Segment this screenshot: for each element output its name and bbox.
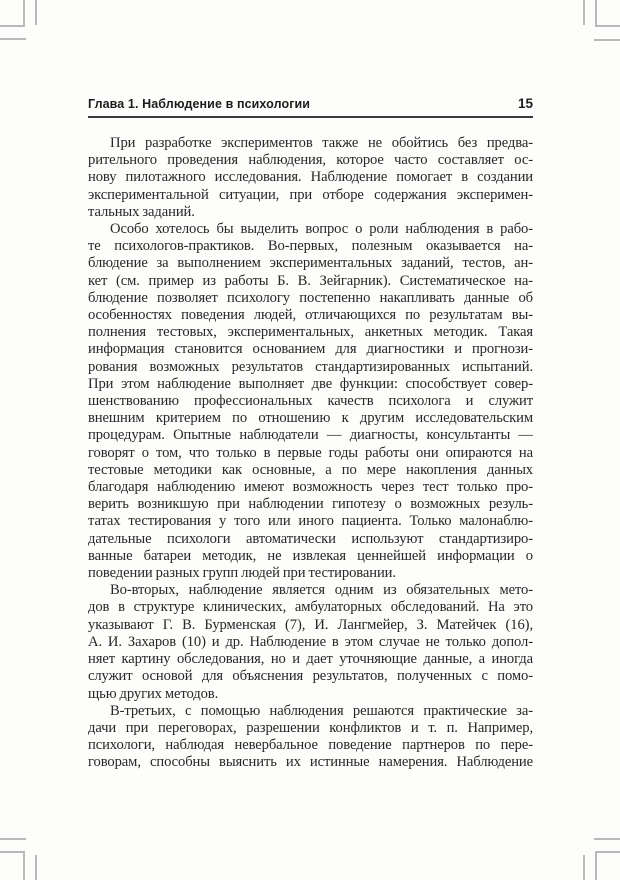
text-line: блюдение за выполнением экспериментальных заданий, тестов, ан-: [88, 255, 533, 272]
text-line: няет картину обследования, но и дает уточняющие данные, а иногда: [88, 651, 533, 668]
text-line: ванные батареи методик, не извлекая ценнейшей информации о: [88, 547, 533, 564]
crop-mark-bottom-right: [595, 851, 620, 853]
text-line: внешним критерием по отношению к другим исследовательским: [88, 410, 533, 427]
text-line: служит основой для объяснения результатов, полученных с помо-: [88, 668, 533, 685]
crop-mark-bottom-right: [594, 838, 620, 840]
text-line: тестовые методики как основные, а по мере накопления данных: [88, 461, 533, 478]
running-header: [88, 96, 533, 118]
text-line: поведении разных групп людей при тестировании.: [88, 565, 396, 582]
crop-mark-bottom-right: [595, 851, 597, 880]
text-line: верить возникшую при наблюдении гипотезу о возможных резуль-: [88, 496, 533, 513]
text-line: экспериментальной ситуации, при отборе содержания эксперимен-: [88, 186, 533, 203]
text-line: шенствованию профессиональных качеств психолога и служит: [88, 393, 533, 410]
crop-mark-top-right: [583, 0, 585, 25]
text-line: щью других методов.: [88, 685, 219, 702]
text-line: рования возможных результатов стандартизированных испытаний.: [88, 358, 533, 375]
text-line: благодаря наблюдению имеют возможность через тест только про-: [88, 479, 533, 496]
text-line: информация становится основанием для диагностики и прогнози-: [88, 341, 533, 358]
crop-mark-top-right: [594, 39, 620, 41]
text-line: дательные психологи автоматически используют стандартизиро-: [88, 530, 533, 547]
text-line: дов в структуре клинических, амбулаторных обследований. На это: [88, 599, 533, 616]
text-line: Во-вторых, наблюдение является одним из обязательных мето-: [110, 582, 533, 599]
paragraph: [88, 221, 533, 582]
text-line: говорам, способны выяснить их истинные намерения. Наблюдение: [88, 754, 533, 771]
text-line: А. И. Захаров (10) и др. Наблюдение в этом случае не только допол-: [88, 633, 533, 650]
crop-mark-bottom-left: [23, 851, 25, 880]
crop-mark-top-left: [0, 38, 26, 40]
crop-mark-top-right: [595, 0, 597, 27]
paragraph: [88, 582, 533, 702]
text-line: те психологов-практиков. Во-первых, полезным оказывается на-: [88, 238, 533, 255]
text-line: особенностях поведения людей, отличающихся по результатам вы-: [88, 307, 533, 324]
text-line: процедурам. Опытные наблюдатели — диагносты, консультанты —: [88, 427, 533, 444]
crop-mark-top-left: [35, 0, 37, 25]
crop-mark-bottom-left: [35, 855, 37, 880]
text-line: дачи при переговорах, разрешении конфликтов и т. п. Например,: [88, 719, 533, 736]
chapter-title: Глава 1. Наблюдение в психологии: [88, 97, 311, 111]
crop-mark-top-left: [0, 25, 25, 27]
text-line: В-третьих, с помощью наблюдения решаются практические за-: [110, 702, 533, 719]
crop-mark-top-right: [595, 25, 620, 27]
text-line: указывают Г. В. Бурменская (7), И. Лангмейер, З. Матейчек (16),: [88, 616, 533, 633]
paragraph: [88, 135, 533, 221]
text-line: татах тестирования у того или иного пациента. Только малонаблю-: [88, 513, 533, 530]
page-number: 15: [517, 96, 533, 111]
text-line: тальных заданий.: [88, 203, 195, 220]
text-line: говорят о том, что только в первые годы работы они опираются на: [88, 444, 533, 461]
crop-mark-bottom-left: [0, 851, 25, 853]
text-line: блюдение позволяет психологу постепенно накапливать данные об: [88, 289, 533, 306]
text-line: При этом наблюдение выполняет две функции: способствует совер-: [88, 375, 533, 392]
text-line: полнения тестовых, экспериментальных, анкетных методик. Такая: [88, 324, 533, 341]
body-text: [88, 135, 533, 772]
crop-mark-bottom-left: [0, 838, 26, 840]
text-line: Особо хотелось бы выделить вопрос о роли наблюдения в рабо-: [110, 221, 533, 238]
text-line: рительного проведения наблюдения, которое часто составляет ос-: [88, 152, 533, 169]
text-line: кет (см. пример из работы Б. В. Зейгарник). Систематическое на-: [88, 272, 533, 289]
text-line: психологи, наблюдая невербальное поведение партнеров по пере-: [88, 737, 533, 754]
text-line: При разработке экспериментов также не обойтись без предва-: [110, 135, 533, 151]
text-line: нову пилотажного исследования. Наблюдение помогает в создании: [88, 169, 533, 186]
paragraph: [88, 703, 533, 772]
crop-mark-bottom-right: [583, 855, 585, 880]
crop-mark-top-left: [23, 0, 25, 27]
